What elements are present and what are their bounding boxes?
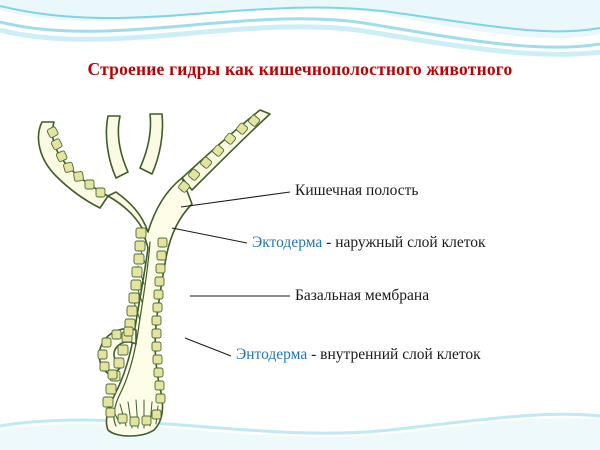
slide-title: Строение гидры как кишечнополостного животного [87, 59, 513, 79]
label-endoderm [236, 346, 481, 364]
label-gastric-cavity-text: Кишечная полость [295, 182, 419, 199]
label-gastric-cavity [295, 182, 418, 200]
label-ectoderm [252, 234, 486, 252]
label-basal-membrane [295, 287, 429, 305]
label-ectoderm-term: Эктодерма [252, 234, 323, 251]
label-basal-membrane-text: Базальная мембрана [295, 287, 430, 304]
label-endoderm-text: - внутренний слой клеток [307, 346, 481, 363]
label-ectoderm-text: - наружный слой клеток [322, 234, 486, 251]
hydra-cross-section-diagram [12, 108, 302, 438]
label-endoderm-term: Энтодерма [236, 346, 308, 363]
decorative-wave-top [0, 0, 600, 60]
